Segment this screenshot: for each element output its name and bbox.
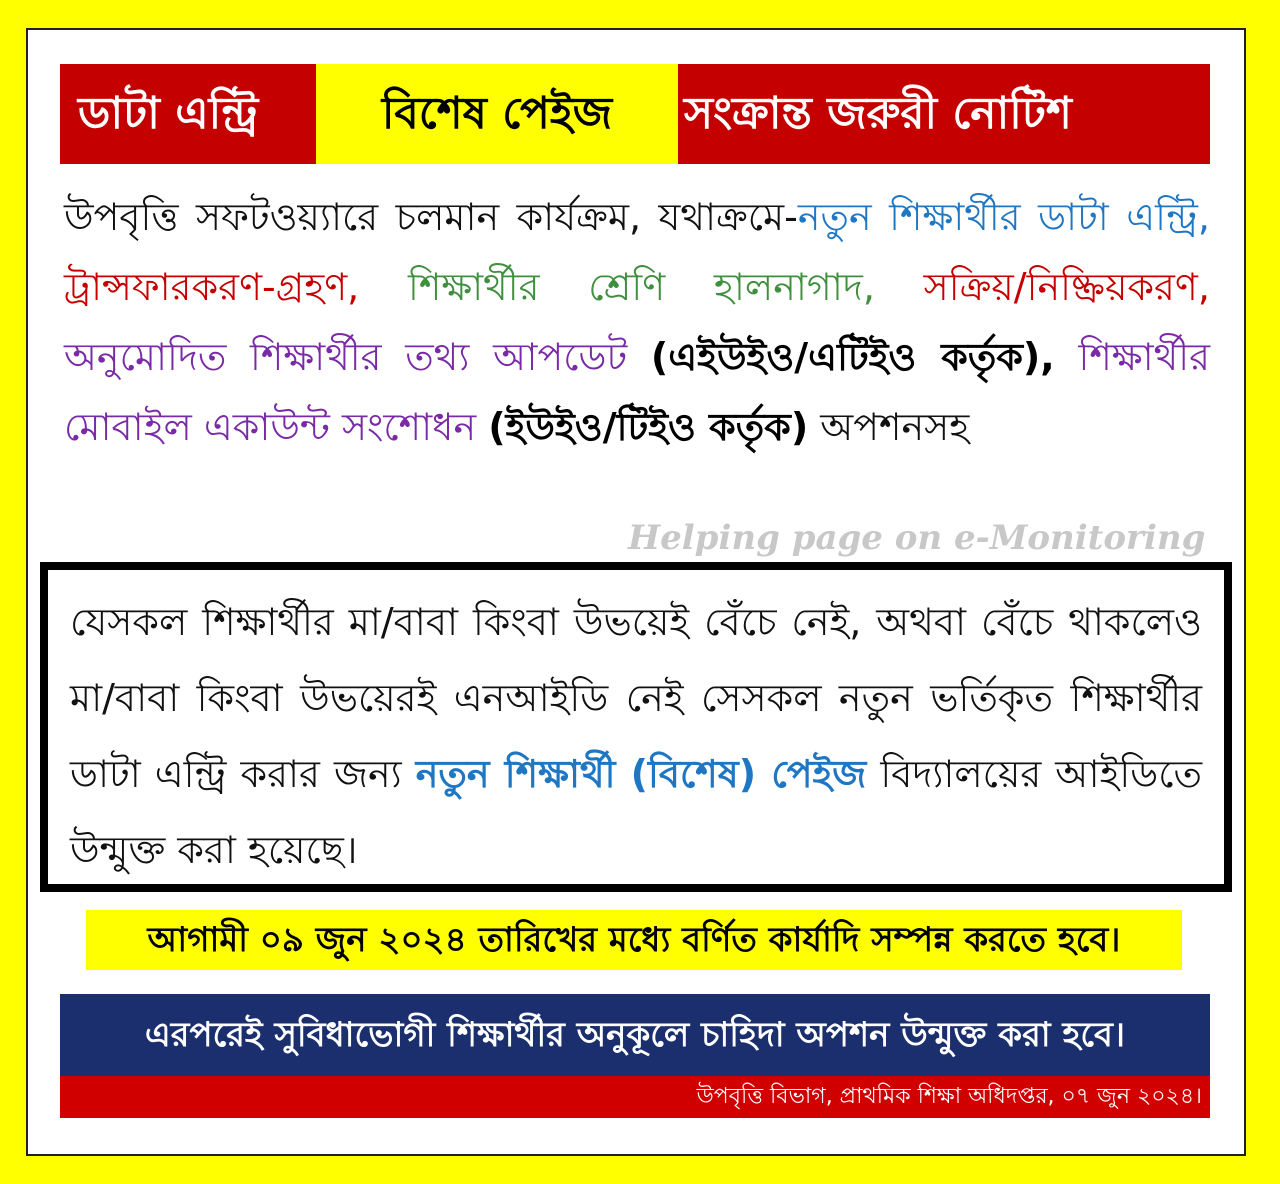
intro-activation: সক্রিয়/নিষ্ক্রিয়করণ, <box>923 265 1210 309</box>
title-part-data-entry: ডাটা এন্ট্রি <box>78 88 259 139</box>
intro-new-student-entry: নতুন শিক্ষার্থীর ডাটা এন্ট্রি, <box>797 195 1210 239</box>
box-text-tail: বিদ্যালয়ের আইডিতে উন্মুক্ত করা হয়েছে। <box>70 752 1202 872</box>
intro-by-ueo: (ইউইও/টিইও কর্তৃক) <box>488 405 809 449</box>
box-highlight-special-page: নতুন শিক্ষার্থী (বিশেষ) পেইজ <box>415 752 867 796</box>
title-part-urgent-notice: সংক্রান্ত জরুরী নোটিশ <box>684 88 1072 139</box>
notice-card <box>26 28 1246 1156</box>
intro-class-update: শিক্ষার্থীর শ্রেণি হালনাগাদ, <box>408 265 875 309</box>
intro-options: অপশনসহ <box>820 405 970 449</box>
intro-approved-update: অনুমোদিত শিক্ষার্থীর তথ্য আপডেট <box>64 335 628 379</box>
intro-lead: উপবৃত্তি সফটওয়্যারে চলমান কার্যক্রম, যথাক্রমে- <box>64 195 798 239</box>
box-text-lead: যেসকল শিক্ষার্থীর মা/বাবা কিংবা উভয়েই বেঁচে নেই, অথবা বেঁচে থাকলেও মা/বাবা কিংবা উভয়েরই এনআইডি নেই সেসকল নতুন ভর্তিকৃত শিক্ষার্থীর ডাটা এন্ট্রি করার জন্য <box>70 600 1202 796</box>
intro-transfer: ট্রান্সফারকরণ-গ্রহণ, <box>64 265 360 309</box>
notice-title-banner <box>60 64 1210 164</box>
footer-issuer-date: উপবৃত্তি বিভাগ, প্রাথমিক শিক্ষা অধিদপ্তর, ০৭ জুন ২০২৪। <box>696 1084 1202 1109</box>
title-part-special-page: বিশেষ পেইজ <box>316 64 678 164</box>
special-page-notice-box <box>40 562 1232 892</box>
special-page-paragraph <box>70 584 1202 888</box>
footer-banner <box>60 1076 1210 1118</box>
intro-mobile-account: শিক্ষার্থীর মোবাইল একাউন্ট সংশোধন <box>64 335 1210 449</box>
watermark-text: Helping page on e-Monitoring <box>628 518 1206 558</box>
after-note-banner: এরপরেই সুবিধাভোগী শিক্ষার্থীর অনুকূলে চাহিদা অপশন উন্মুক্ত করা হবে। <box>60 994 1210 1076</box>
intro-paragraph <box>64 182 1210 462</box>
deadline-banner: আগামী ০৯ জুন ২০২৪ তারিখের মধ্যে বর্ণিত কার্যাদি সম্পন্ন করতে হবে। <box>86 910 1182 970</box>
intro-by-aueo: (এইউইও/এটিইও কর্তৃক), <box>650 335 1055 379</box>
